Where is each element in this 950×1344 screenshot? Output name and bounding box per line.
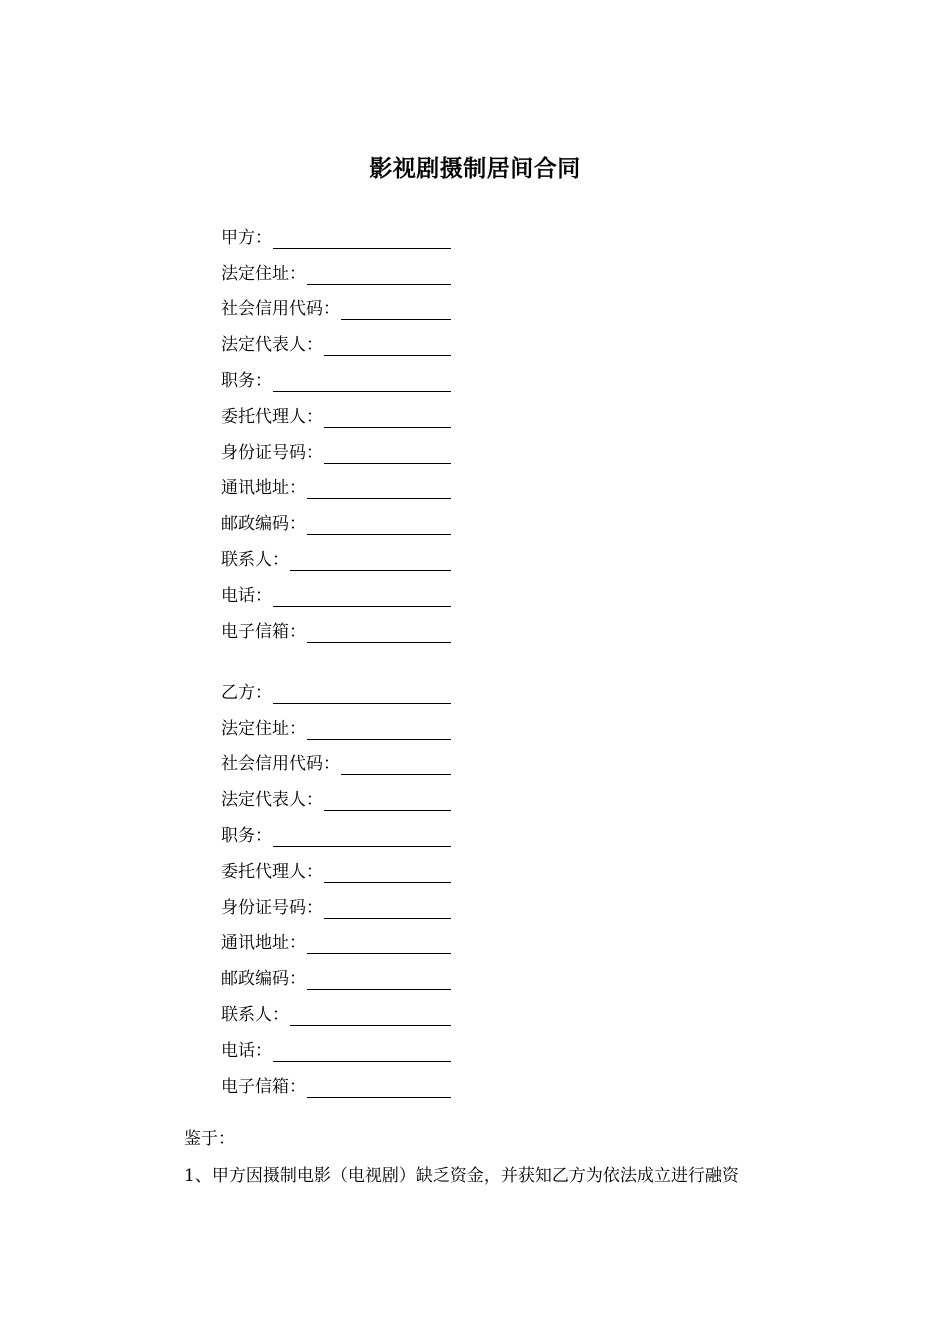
blank-line [324,463,451,464]
blank-line [307,1097,451,1098]
field-label: 电话： [221,585,272,606]
blank-line [324,427,451,428]
party-b-postal-code-field [221,958,451,994]
blank-line [341,319,451,320]
recitals-heading: 鉴于： [184,1129,235,1149]
blank-line [307,534,451,535]
blank-line [341,774,451,775]
blank-line [273,248,451,249]
field-label: 甲方： [221,227,272,248]
field-label: 通讯地址： [221,933,306,954]
party-b-position-field [221,815,451,851]
party-b-name-field [221,672,451,708]
party-a-credit-code-field [221,289,451,325]
party-a-phone-field [221,575,451,611]
field-label: 委托代理人： [221,861,323,882]
field-label: 联系人： [221,549,289,570]
field-label: 电话： [221,1040,272,1061]
field-label: 法定住址： [221,263,306,284]
field-label: 联系人： [221,1004,289,1025]
blank-line [307,989,451,990]
blank-line [273,846,451,847]
field-label: 职务： [221,370,272,391]
field-label: 法定住址： [221,718,306,739]
field-label: 身份证号码： [221,897,323,918]
document-title: 影视剧摄制居间合同 [369,156,581,182]
blank-line [324,355,451,356]
party-a-contact-field [221,539,451,575]
party-b-id-number-field [221,887,451,923]
blank-line [324,810,451,811]
blank-line [307,642,451,643]
blank-line [273,606,451,607]
field-label: 通讯地址： [221,478,306,499]
party-a-position-field [221,360,451,396]
party-b-phone-field [221,1030,451,1066]
field-label: 委托代理人： [221,406,323,427]
field-label: 身份证号码： [221,442,323,463]
field-label: 社会信用代码： [221,754,340,775]
party-a-email-field [221,611,451,647]
party-b-info-block [221,672,451,1102]
field-label: 法定代表人： [221,335,323,356]
party-b-agent-field [221,851,451,887]
blank-line [307,498,451,499]
blank-line [290,570,451,571]
field-label: 社会信用代码： [221,299,340,320]
party-b-address-field [221,708,451,744]
recital-clause-1: 1、甲方因摄制电影（电视剧）缺乏资金，并获知乙方为依法成立进行融资 [184,1166,739,1186]
party-b-credit-code-field [221,744,451,780]
party-a-postal-code-field [221,503,451,539]
field-label: 邮政编码： [221,514,306,535]
party-a-id-number-field [221,432,451,468]
party-a-legal-rep-field [221,324,451,360]
party-b-legal-rep-field [221,779,451,815]
field-label: 乙方： [221,682,272,703]
party-b-contact-field [221,994,451,1030]
party-b-mailing-address-field [221,923,451,959]
blank-line [307,953,451,954]
blank-line [273,703,451,704]
blank-line [273,391,451,392]
party-a-mailing-address-field [221,468,451,504]
blank-line [273,1061,451,1062]
field-label: 法定代表人： [221,790,323,811]
blank-line [307,284,451,285]
blank-line [307,739,451,740]
field-label: 职务： [221,825,272,846]
blank-line [324,882,451,883]
party-a-agent-field [221,396,451,432]
field-label: 邮政编码： [221,969,306,990]
party-a-name-field [221,217,451,253]
party-b-email-field [221,1066,451,1102]
field-label: 电子信箱： [221,621,306,642]
party-a-address-field [221,253,451,289]
field-label: 电子信箱： [221,1076,306,1097]
blank-line [290,1025,451,1026]
party-a-info-block [221,217,451,647]
blank-line [324,918,451,919]
